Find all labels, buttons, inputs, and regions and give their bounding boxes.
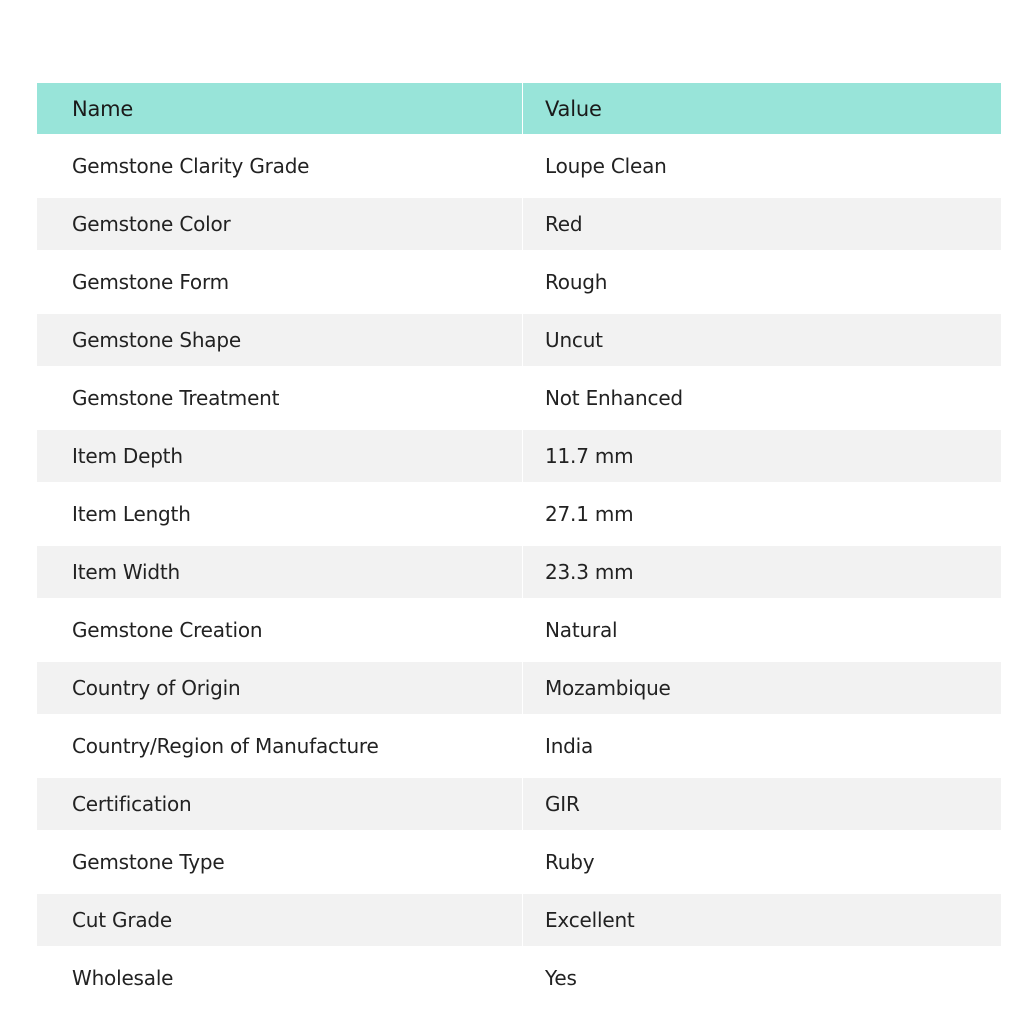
row-value: Uncut [545, 328, 603, 352]
row-value: GIR [545, 792, 580, 816]
row-name: Country of Origin [37, 662, 523, 714]
table-row [37, 778, 1001, 830]
table-row [37, 952, 1001, 1004]
row-name: Gemstone Form [37, 256, 523, 308]
header-value: Value [545, 96, 602, 121]
row-value: Ruby [545, 850, 595, 874]
row-value: Red [545, 212, 583, 236]
table-row [37, 488, 1001, 540]
row-value: Not Enhanced [545, 386, 683, 410]
row-value: Rough [545, 270, 608, 294]
table-row [37, 720, 1001, 772]
row-name: Item Length [37, 488, 523, 540]
row-value: Natural [545, 618, 618, 642]
row-value: Excellent [545, 908, 635, 932]
row-name: Gemstone Shape [37, 314, 523, 366]
row-value: Mozambique [545, 676, 671, 700]
row-name: Gemstone Clarity Grade [37, 140, 523, 192]
header-name: Name [37, 83, 523, 134]
row-name: Gemstone Treatment [37, 372, 523, 424]
row-value: 11.7 mm [545, 444, 634, 468]
row-name: Gemstone Color [37, 198, 523, 250]
row-value: 27.1 mm [545, 502, 634, 526]
table-row [37, 430, 1001, 482]
row-name: Wholesale [37, 952, 523, 1004]
row-name: Country/Region of Manufacture [37, 720, 523, 772]
table-row [37, 140, 1001, 192]
table-row [37, 894, 1001, 946]
table-header [37, 83, 1001, 134]
table-row [37, 256, 1001, 308]
row-value: 23.3 mm [545, 560, 634, 584]
table-row [37, 372, 1001, 424]
row-name: Gemstone Creation [37, 604, 523, 656]
row-name: Gemstone Type [37, 836, 523, 888]
table-row [37, 604, 1001, 656]
table-row [37, 836, 1001, 888]
row-name: Item Depth [37, 430, 523, 482]
row-value: Yes [545, 966, 577, 990]
table-row [37, 662, 1001, 714]
row-value: India [545, 734, 594, 758]
row-name: Item Width [37, 546, 523, 598]
table-row [37, 546, 1001, 598]
table-row [37, 314, 1001, 366]
row-name: Certification [37, 778, 523, 830]
row-name: Cut Grade [37, 894, 523, 946]
table-row [37, 198, 1001, 250]
spec-table [37, 83, 1001, 1004]
row-value: Loupe Clean [545, 154, 667, 178]
